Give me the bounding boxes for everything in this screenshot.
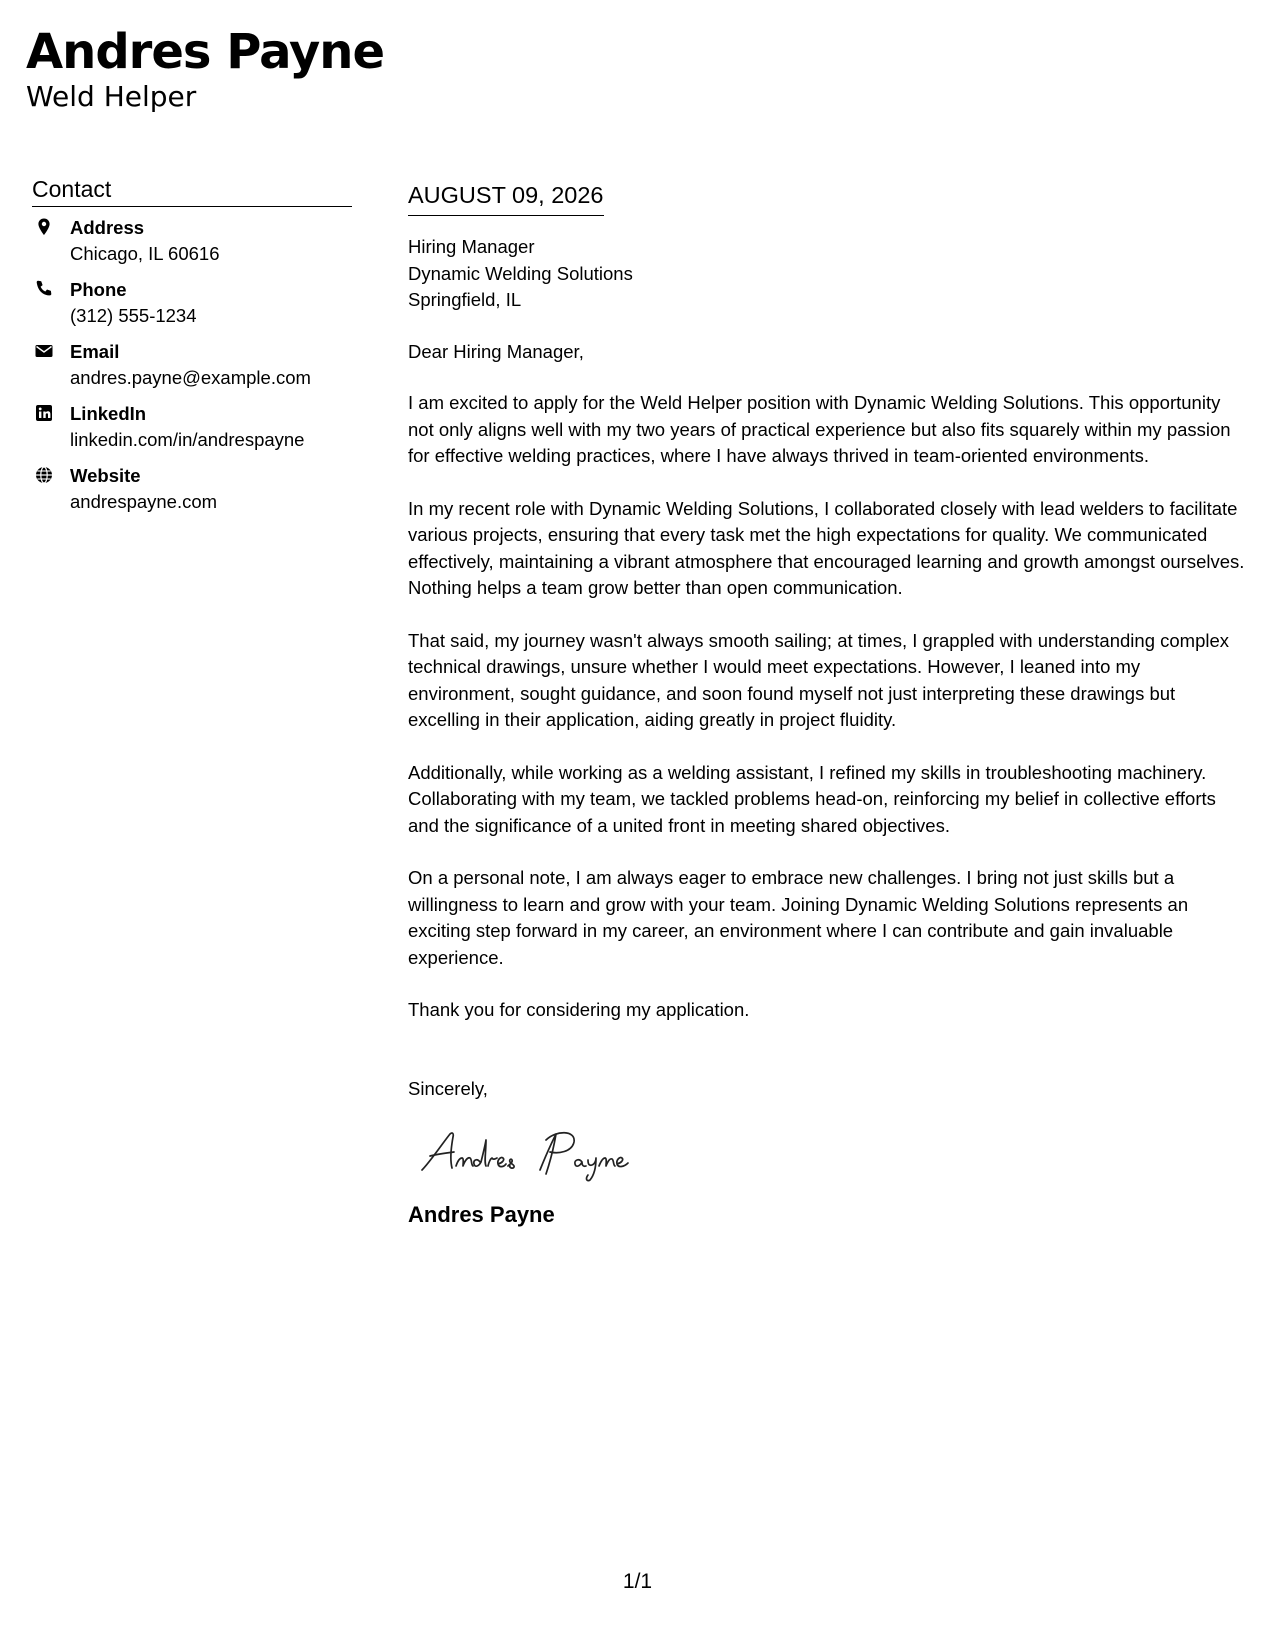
contact-phone xyxy=(32,277,352,329)
contact-label: LinkedIn xyxy=(70,403,147,424)
contact-sidebar xyxy=(32,174,352,525)
letter-paragraph: That said, my journey wasn't always smooth sailing; at times, I grappled with understanding complex technical drawings, unsure whether I would meet expectations. However, I leaned into my environment, sought guidance, and soon found myself not just interpreting these drawings but excelling in their application, aiding greatly in project fluidity. xyxy=(408,629,1230,730)
linkedin-icon xyxy=(34,403,54,423)
contact-label: Address xyxy=(70,217,145,238)
address-value: Chicago, IL 60616 xyxy=(70,243,220,264)
letter-paragraph: Additionally, while working as a welding assistant, I refined my skills in troubleshooting machinery. Collaborating with my team, we tackled problems head-on, reinforcing my belief in collective efforts and the significance of a united front in meeting shared objectives. xyxy=(408,761,1216,836)
contact-label: Website xyxy=(70,465,141,486)
linkedin-value[interactable]: linkedin.com/in/andrespayne xyxy=(70,429,305,450)
applicant-name: Andres Payne xyxy=(26,24,385,80)
contact-address xyxy=(32,215,352,267)
salutation: Dear Hiring Manager, xyxy=(408,340,584,362)
phone-icon xyxy=(34,279,54,299)
phone-value: (312) 555-1234 xyxy=(70,305,197,326)
email-value[interactable]: andres.payne@example.com xyxy=(70,367,311,388)
resume-header xyxy=(26,24,384,114)
globe-icon xyxy=(34,465,54,485)
contact-email xyxy=(32,339,352,391)
cover-letter-body xyxy=(408,174,1248,1230)
recipient-company: Dynamic Welding Solutions xyxy=(408,262,633,284)
recipient-block xyxy=(408,234,1248,314)
recipient-name: Hiring Manager xyxy=(408,236,535,257)
website-value[interactable]: andrespayne.com xyxy=(70,491,218,512)
contact-linkedin xyxy=(32,401,352,453)
letter-paragraph: I am excited to apply for the Weld Helper position with Dynamic Welding Solutions. This opportunity not only aligns well with my two years of practical experience but also fits squarely within my passion for effective welding practices, where I have always thrived in team-oriented environments. xyxy=(408,392,1231,466)
closing: Sincerely, xyxy=(408,1077,488,1099)
contact-label: Email xyxy=(70,341,120,362)
handwritten-signature xyxy=(416,1122,676,1186)
map-pin-icon xyxy=(34,217,54,237)
page-number: 1/1 xyxy=(622,1570,653,1593)
job-title: Weld Helper xyxy=(26,80,197,113)
letter-paragraph: On a personal note, I am always eager to embrace new challenges. I bring not just skills but a willingness to learn and grow with your team. Joining Dynamic Welding Solutions represents an exciting step forward in my career, an environment where I can contribute and gain invaluable experience. xyxy=(408,867,1189,968)
contact-section-title: Contact xyxy=(32,174,352,207)
contact-label: Phone xyxy=(70,279,127,300)
letter-paragraph: In my recent role with Dynamic Welding Solutions, I collaborated closely with lead welders to facilitate various projects, ensuring that every task met the high expectations for quality. We communicated effectively, maintaining a vibrant atmosphere that encouraged learning and growth amongst ourselves. Nothing helps a team grow better than open communication. xyxy=(408,497,1245,598)
contact-website xyxy=(32,463,352,515)
envelope-icon xyxy=(34,341,54,361)
letter-paragraph: Thank you for considering my application. xyxy=(408,999,750,1020)
recipient-location: Springfield, IL xyxy=(408,289,522,310)
signed-name: Andres Payne xyxy=(408,1202,555,1227)
letter-date: AUGUST 09, 2026 xyxy=(408,179,604,216)
